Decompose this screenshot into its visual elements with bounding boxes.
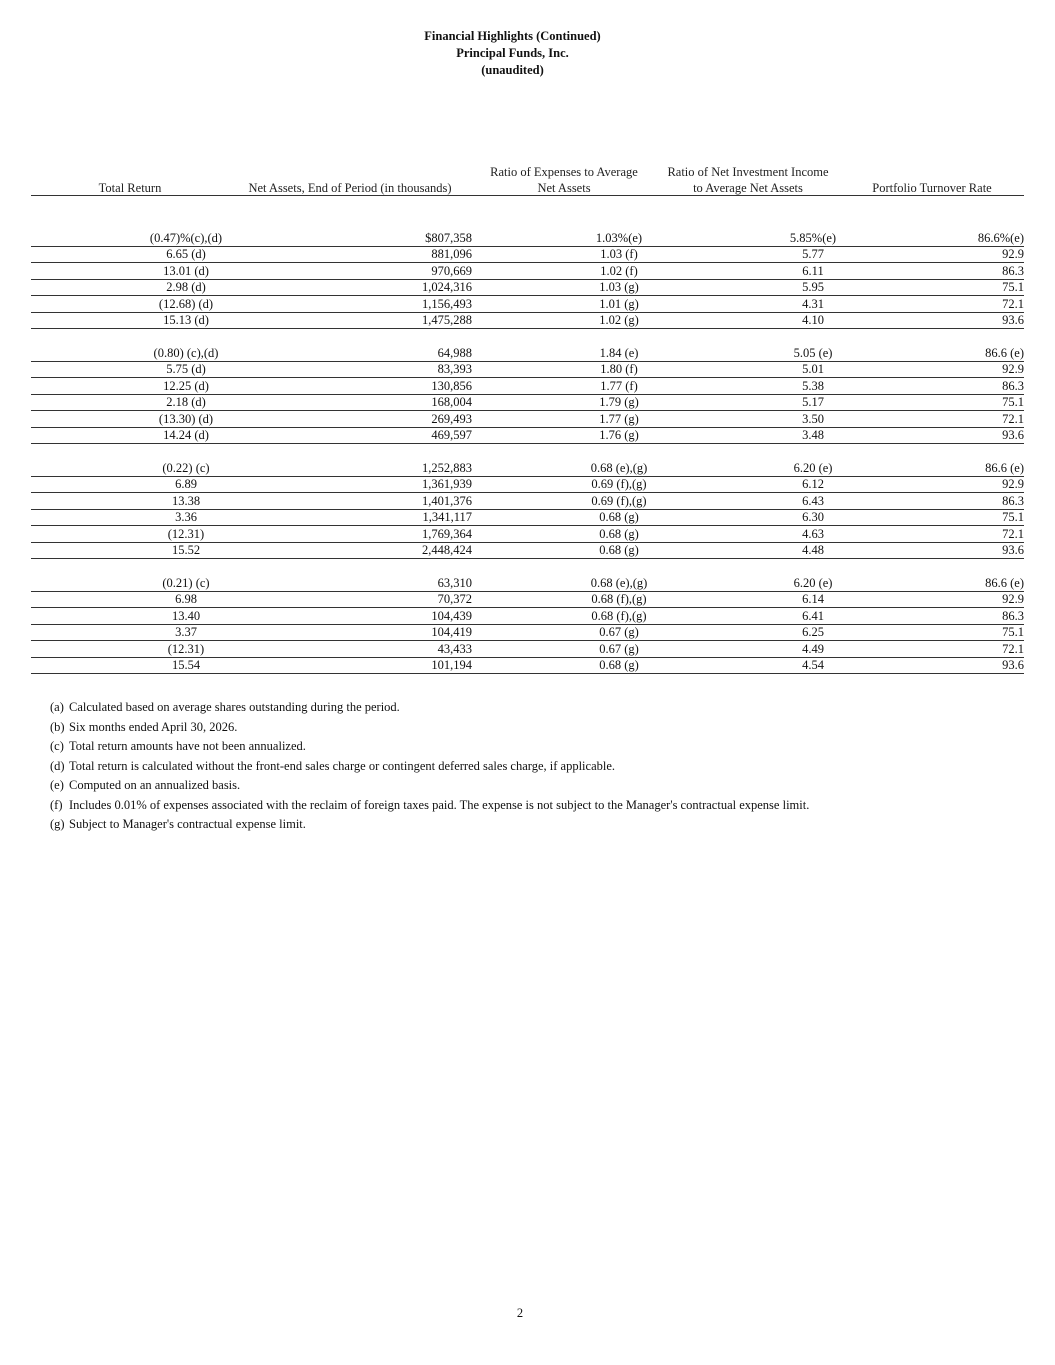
table-cell: 86.3 bbox=[1002, 378, 1024, 393]
table-cell: 12.25 (d) bbox=[163, 378, 209, 393]
table-cell: 5.17 bbox=[802, 395, 824, 410]
table-cell: 4.49 bbox=[802, 641, 824, 656]
table-cell: 70,372 bbox=[437, 592, 472, 607]
table-cell: 13.40 bbox=[171, 608, 201, 623]
table-cell: 4.63 bbox=[802, 526, 824, 541]
table-cell: (0.22) (c) bbox=[162, 461, 210, 475]
table-row bbox=[31, 246, 1024, 263]
table-cell: 5.05 (e) bbox=[793, 346, 833, 360]
column-header-line: to Average Net Assets bbox=[693, 181, 803, 195]
table-cell: 0.68 (g) bbox=[599, 526, 639, 541]
table-row bbox=[31, 493, 1024, 510]
table-cell: (0.47)%(c),(d) bbox=[149, 231, 223, 245]
table-cell: 92.9 bbox=[1002, 592, 1024, 607]
table-cell: 15.52 bbox=[171, 543, 201, 557]
table-cell: 93.6 bbox=[1002, 658, 1024, 672]
table-row bbox=[31, 575, 1024, 592]
table-cell: 4.10 bbox=[802, 313, 824, 327]
table-cell: 881,096 bbox=[431, 247, 472, 262]
table-cell: 469,597 bbox=[431, 428, 472, 442]
table-cell: $807,358 bbox=[425, 231, 472, 245]
table-cell: 4.48 bbox=[802, 543, 824, 557]
column-header-4 bbox=[654, 164, 842, 196]
table-cell: 6.20 (e) bbox=[793, 461, 833, 475]
table-cell: 1.03%(e) bbox=[595, 231, 643, 245]
table-cell: 86.6 (e) bbox=[985, 346, 1024, 360]
table-cell: 1.03 (f) bbox=[600, 247, 638, 262]
footnote-marker: (b) bbox=[50, 719, 65, 734]
table-cell: 0.68 (f),(g) bbox=[591, 608, 647, 623]
page-number: 2 bbox=[516, 1306, 524, 1320]
table-cell: (12.68) (d) bbox=[158, 296, 214, 311]
table-cell: 5.85%(e) bbox=[789, 231, 837, 245]
table-cell: 15.13 (d) bbox=[163, 313, 209, 327]
table-row bbox=[31, 263, 1024, 280]
table-cell: 93.6 bbox=[1002, 428, 1024, 442]
table-cell: 6.98 bbox=[175, 592, 197, 607]
table-cell: 6.12 bbox=[802, 477, 824, 492]
footnote-marker: (f) bbox=[50, 797, 63, 812]
table-cell: 4.54 bbox=[802, 658, 824, 672]
table-cell: 970,669 bbox=[431, 263, 472, 278]
table-cell: 92.9 bbox=[1002, 247, 1024, 262]
table-cell: (12.31) bbox=[167, 641, 205, 656]
footnote bbox=[50, 699, 400, 715]
table-cell: 6.41 bbox=[802, 608, 824, 623]
table-cell: 43,433 bbox=[437, 641, 472, 656]
table-cell: (0.80) (c),(d) bbox=[153, 346, 219, 360]
table-cell: 2.18 (d) bbox=[166, 395, 206, 410]
table-row bbox=[31, 345, 1024, 362]
column-header-line: Total Return bbox=[98, 181, 162, 195]
footnote-marker: (c) bbox=[50, 739, 64, 753]
table-cell: 0.68 (e),(g) bbox=[590, 576, 648, 590]
column-header-line: Portfolio Turnover Rate bbox=[872, 181, 992, 195]
table-cell: 168,004 bbox=[431, 395, 472, 410]
table-cell: 14.24 (d) bbox=[163, 428, 209, 442]
table-row bbox=[31, 411, 1024, 428]
table-cell: 75.1 bbox=[1002, 510, 1024, 525]
table-row bbox=[31, 476, 1024, 493]
footnote-text: Total return amounts have not been annualized. bbox=[69, 739, 306, 753]
table-cell: 64,988 bbox=[437, 346, 472, 360]
table-cell: 1.77 (g) bbox=[599, 411, 639, 426]
table-cell: 92.9 bbox=[1002, 477, 1024, 492]
footnote-text: Six months ended April 30, 2026. bbox=[69, 719, 238, 734]
footnote bbox=[50, 719, 237, 735]
table-cell: 13.38 bbox=[171, 493, 201, 508]
table-cell: 75.1 bbox=[1002, 395, 1024, 410]
footnote-marker: (d) bbox=[50, 758, 65, 773]
table-row bbox=[31, 624, 1024, 641]
column-header-line: Ratio of Expenses to Average bbox=[490, 165, 638, 179]
footnote bbox=[50, 777, 240, 793]
table-cell: 72.1 bbox=[1002, 641, 1024, 656]
table-cell: (0.21) (c) bbox=[162, 576, 210, 590]
table-cell: 4.31 bbox=[802, 296, 824, 311]
table-row bbox=[31, 460, 1024, 477]
column-header-line: Ratio of Net Investment Income bbox=[667, 165, 829, 179]
table-cell: 93.6 bbox=[1002, 543, 1024, 557]
table-cell: 75.1 bbox=[1002, 280, 1024, 295]
table-cell: (13.30) (d) bbox=[158, 411, 214, 426]
table-cell: 0.69 (f),(g) bbox=[591, 477, 647, 492]
footnote-text: Computed on an annualized basis. bbox=[69, 778, 241, 792]
table-cell: 1,156,493 bbox=[422, 296, 472, 311]
column-header-line: Net Assets, End of Period (in thousands) bbox=[248, 181, 452, 195]
table-cell: 6.30 bbox=[802, 510, 824, 525]
table-cell: 1.79 (g) bbox=[599, 395, 639, 410]
column-header-1 bbox=[60, 180, 200, 196]
table-cell: 1.02 (g) bbox=[599, 313, 639, 327]
table-row bbox=[31, 608, 1024, 625]
table-cell: 15.54 bbox=[171, 658, 201, 672]
table-cell: 1.80 (f) bbox=[600, 362, 638, 377]
table-cell: 130,856 bbox=[431, 378, 472, 393]
table-cell: 1,401,376 bbox=[422, 493, 472, 508]
table-row bbox=[31, 230, 1024, 247]
table-cell: 6.20 (e) bbox=[793, 576, 833, 590]
table-cell: 104,419 bbox=[431, 625, 472, 640]
table-cell: 269,493 bbox=[431, 411, 472, 426]
table-cell: 72.1 bbox=[1002, 296, 1024, 311]
table-cell: 0.68 (e),(g) bbox=[590, 461, 648, 475]
table-cell: 6.14 bbox=[802, 592, 824, 607]
table-cell: 2,448,424 bbox=[422, 543, 472, 557]
footnote-marker: (e) bbox=[50, 778, 64, 792]
table-cell: 5.95 bbox=[802, 280, 824, 295]
table-row bbox=[31, 394, 1024, 411]
table-cell: (12.31) bbox=[167, 526, 205, 541]
column-header-3 bbox=[478, 164, 650, 196]
table-row bbox=[31, 657, 1024, 674]
table-cell: 3.50 bbox=[802, 411, 824, 426]
audit-status: (unaudited) bbox=[481, 63, 544, 77]
table-cell: 13.01 (d) bbox=[163, 263, 209, 278]
table-row bbox=[31, 361, 1024, 378]
table-cell: 2.98 (d) bbox=[166, 280, 206, 295]
table-cell: 5.01 bbox=[802, 362, 824, 377]
table-row bbox=[31, 509, 1024, 526]
table-cell: 6.25 bbox=[802, 625, 824, 640]
table-cell: 1,341,117 bbox=[422, 510, 472, 525]
footnote bbox=[50, 738, 306, 754]
table-cell: 0.67 (g) bbox=[599, 641, 639, 656]
footnote-text: Includes 0.01% of expenses associated with the reclaim of foreign taxes paid. The expense is not subject to the Manager's contractual expense limit. bbox=[69, 797, 810, 812]
table-row bbox=[31, 427, 1024, 444]
table-cell: 5.77 bbox=[802, 247, 824, 262]
table-cell: 1,475,288 bbox=[422, 313, 472, 327]
column-header-5 bbox=[852, 180, 1012, 196]
table-cell: 0.69 (f),(g) bbox=[591, 493, 647, 508]
table-cell: 3.37 bbox=[175, 625, 197, 640]
header-rule bbox=[31, 195, 1024, 196]
column-header-2 bbox=[232, 180, 468, 196]
footnote bbox=[50, 816, 306, 832]
table-cell: 63,310 bbox=[437, 576, 472, 590]
table-row bbox=[31, 591, 1024, 608]
table-cell: 93.6 bbox=[1002, 313, 1024, 327]
table-cell: 72.1 bbox=[1002, 526, 1024, 541]
table-cell: 0.68 (g) bbox=[599, 658, 639, 672]
column-header-line: Net Assets bbox=[537, 181, 591, 195]
footnote-marker: (a) bbox=[50, 700, 64, 714]
table-cell: 1.01 (g) bbox=[599, 296, 639, 311]
table-cell: 1.76 (g) bbox=[599, 428, 639, 442]
table-cell: 1,252,883 bbox=[422, 461, 472, 475]
table-cell: 0.68 (g) bbox=[599, 510, 639, 525]
table-cell: 6.89 bbox=[175, 477, 197, 492]
table-cell: 83,393 bbox=[437, 362, 472, 377]
document-title: Financial Highlights (Continued) bbox=[424, 29, 601, 43]
table-cell: 1.03 (g) bbox=[599, 280, 639, 295]
table-row bbox=[31, 526, 1024, 543]
table-cell: 5.75 (d) bbox=[166, 362, 206, 377]
table-row bbox=[31, 296, 1024, 313]
table-cell: 1.77 (f) bbox=[600, 378, 638, 393]
table-cell: 86.3 bbox=[1002, 263, 1024, 278]
table-cell: 0.67 (g) bbox=[599, 625, 639, 640]
table-cell: 101,194 bbox=[431, 658, 472, 672]
footnote-text: Subject to Manager's contractual expense limit. bbox=[69, 817, 306, 831]
table-cell: 0.68 (f),(g) bbox=[591, 592, 647, 607]
table-cell: 86.6 (e) bbox=[985, 576, 1024, 590]
table-cell: 86.6 (e) bbox=[985, 461, 1024, 475]
table-cell: 1,769,364 bbox=[422, 526, 472, 541]
table-row bbox=[31, 641, 1024, 658]
table-cell: 104,439 bbox=[431, 608, 472, 623]
table-cell: 0.68 (g) bbox=[599, 543, 639, 557]
table-cell: 5.38 bbox=[802, 378, 824, 393]
table-cell: 1,361,939 bbox=[422, 477, 472, 492]
table-row bbox=[31, 542, 1024, 559]
table-cell: 1.02 (f) bbox=[600, 263, 638, 278]
table-cell: 86.3 bbox=[1002, 493, 1024, 508]
table-cell: 1,024,316 bbox=[422, 280, 472, 295]
table-row bbox=[31, 378, 1024, 395]
footnote-marker: (g) bbox=[50, 817, 65, 831]
table-row bbox=[31, 312, 1024, 329]
table-row bbox=[31, 279, 1024, 296]
table-cell: 6.65 (d) bbox=[166, 247, 206, 262]
table-cell: 6.43 bbox=[802, 493, 824, 508]
table-cell: 86.3 bbox=[1002, 608, 1024, 623]
table-cell: 72.1 bbox=[1002, 411, 1024, 426]
footnote-text: Calculated based on average shares outstanding during the period. bbox=[69, 700, 400, 714]
footnote bbox=[50, 758, 615, 774]
table-cell: 3.36 bbox=[175, 510, 197, 525]
table-cell: 6.11 bbox=[802, 263, 824, 278]
footnote-text: Total return is calculated without the front-end sales charge or contingent deferred sales charge, if applicable. bbox=[69, 758, 616, 773]
table-cell: 75.1 bbox=[1002, 625, 1024, 640]
footnote bbox=[50, 797, 809, 813]
table-cell: 1.84 (e) bbox=[599, 346, 639, 360]
table-cell: 86.6%(e) bbox=[977, 231, 1024, 245]
company-name: Principal Funds, Inc. bbox=[456, 46, 569, 60]
table-cell: 92.9 bbox=[1002, 362, 1024, 377]
table-cell: 3.48 bbox=[802, 428, 824, 442]
